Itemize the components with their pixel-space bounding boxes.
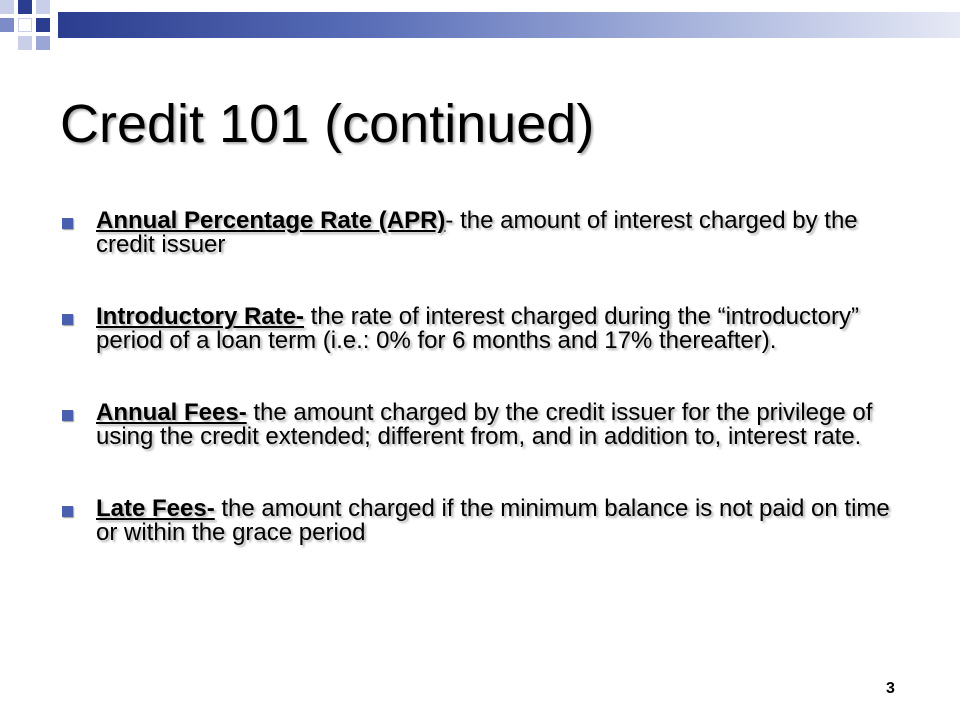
bullet-text: the rate of interest charged during the “introductory” period of a loan term (i.e.: 0% for 6 months and 17% thereafter). (96, 303, 859, 354)
header-gradient-bar (58, 12, 960, 38)
bullet-item (60, 305, 910, 353)
square-bullet-icon (62, 314, 73, 325)
square-bullet-icon (62, 506, 73, 517)
bullet-term: Annual Percentage Rate (APR) (96, 207, 446, 234)
decor-square (36, 18, 50, 32)
bullet-item (60, 497, 910, 545)
bullet-text: the amount charged if the minimum balance is not paid on time or within the grace period (96, 495, 890, 546)
bullet-item (60, 401, 910, 449)
bullet-item (60, 209, 910, 257)
square-bullet-icon (62, 410, 73, 421)
decor-square (18, 18, 32, 32)
bullet-text: - the amount of interest charged by the credit issuer (96, 207, 858, 258)
decor-square (36, 36, 50, 50)
square-bullet-icon (62, 218, 73, 229)
decor-square (0, 18, 14, 32)
bullet-term: Introductory Rate- (96, 303, 305, 330)
bullet-text: the amount charged by the credit issuer for the privilege of using the credit extended; different from, and in addition to, interest rate. (96, 399, 873, 450)
bullet-term: Annual Fees- (96, 399, 247, 426)
slide-title: Credit 101 (continued) (60, 94, 595, 154)
bullet-list (60, 209, 910, 593)
decor-square (18, 0, 32, 14)
decor-square (18, 36, 32, 50)
page-number: 3 (886, 680, 895, 697)
bullet-term: Late Fees- (96, 495, 215, 522)
decor-square (0, 0, 14, 14)
decor-square (36, 0, 50, 14)
